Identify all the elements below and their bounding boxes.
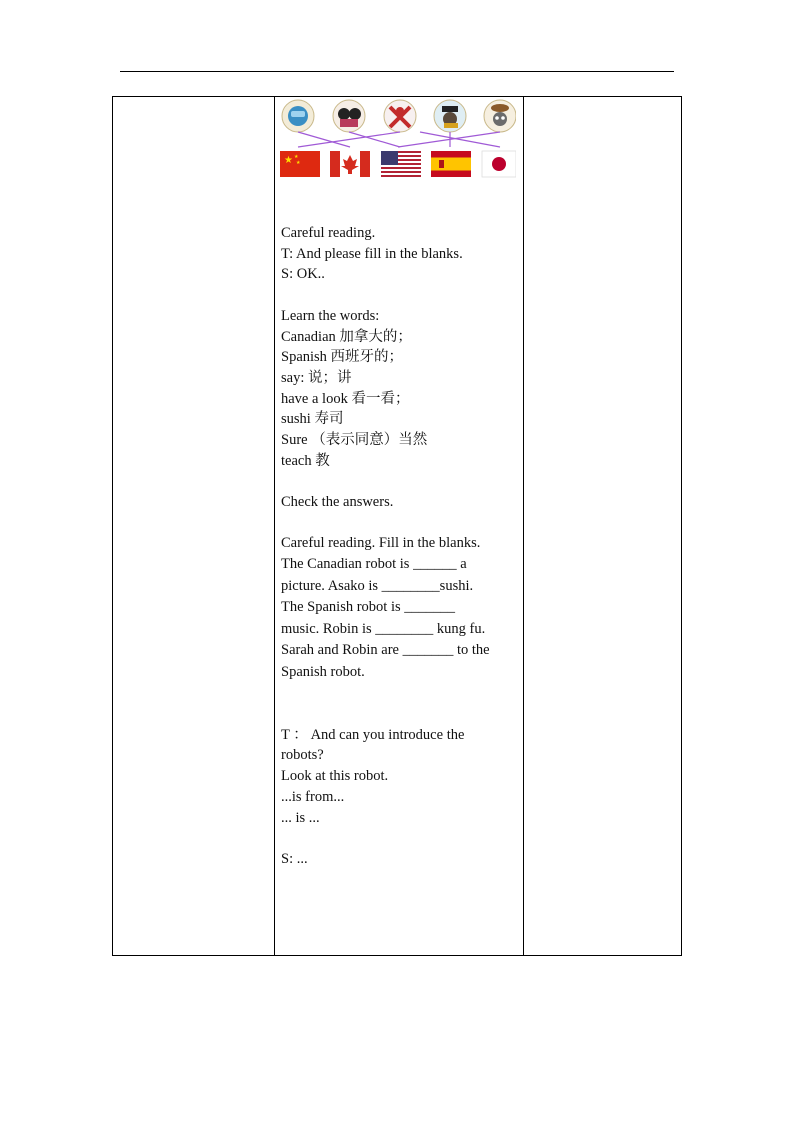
- robot-avatar-3-icon: [384, 100, 416, 132]
- fill-blanks-line: music. Robin is ________ kung fu.: [281, 620, 486, 637]
- lesson-content: [281, 223, 515, 870]
- header-rule: [120, 71, 674, 72]
- vocabulary-item: have a look 看一看；: [281, 390, 410, 407]
- vocabulary-item: say: 说；讲: [281, 369, 352, 386]
- china-flag-icon: [280, 151, 320, 177]
- fill-blanks-line: The Spanish robot is _______: [281, 599, 455, 616]
- vocabulary-item: Spanish 西班牙的；: [281, 349, 404, 366]
- robot-avatar-1-icon: [282, 100, 314, 132]
- svg-text:★: ★: [294, 154, 299, 160]
- vocabulary-item: sushi 寿司: [281, 411, 344, 428]
- svg-text:★: ★: [284, 155, 293, 166]
- check-answers: Check the answers.: [281, 494, 394, 511]
- robot-avatar-5-icon: [484, 100, 516, 132]
- robot-avatar-2-icon: [333, 100, 365, 132]
- teacher-instruction: T: And please fill in the blanks.: [281, 245, 463, 262]
- matching-lines: [286, 132, 510, 147]
- fill-blanks-line: The Canadian robot is ______ a: [281, 556, 467, 573]
- fill-blanks-heading: Careful reading. Fill in the blanks.: [281, 534, 481, 551]
- vocabulary-item: teach 教: [281, 452, 330, 469]
- column-divider-left: [274, 97, 275, 955]
- vocabulary-heading: Learn the words:: [281, 307, 380, 324]
- student-answer: S: ...: [281, 850, 308, 867]
- introduce-line: robots?: [281, 747, 324, 764]
- fill-blanks-line: Sarah and Robin are _______ to the: [281, 642, 490, 659]
- robot-flag-matching-image: [280, 97, 516, 179]
- column-divider-right: [523, 97, 524, 955]
- spain-flag-icon: [431, 151, 471, 177]
- introduce-teacher-prompt: T ： And can you introduce the: [281, 726, 465, 743]
- fill-in-blanks-exercise: [281, 533, 515, 684]
- introduce-line: Look at this robot.: [281, 768, 389, 785]
- introduce-line: ...is from...: [281, 788, 345, 805]
- robot-avatar-4-icon: [434, 100, 466, 132]
- canada-flag-icon: [330, 151, 370, 177]
- introduce-line: ... is ...: [281, 809, 320, 826]
- student-response: S: OK..: [281, 266, 325, 283]
- vocabulary-item: Sure （表示同意）当然: [281, 432, 428, 449]
- usa-flag-icon: [381, 151, 421, 177]
- vocabulary-item: Canadian 加拿大的；: [281, 328, 412, 345]
- fill-blanks-line: Spanish robot.: [281, 663, 365, 680]
- fill-blanks-line: picture. Asako is ________sushi.: [281, 577, 474, 594]
- svg-text:★: ★: [296, 160, 301, 166]
- japan-flag-icon: [482, 151, 516, 177]
- careful-reading-heading: Careful reading.: [281, 225, 376, 241]
